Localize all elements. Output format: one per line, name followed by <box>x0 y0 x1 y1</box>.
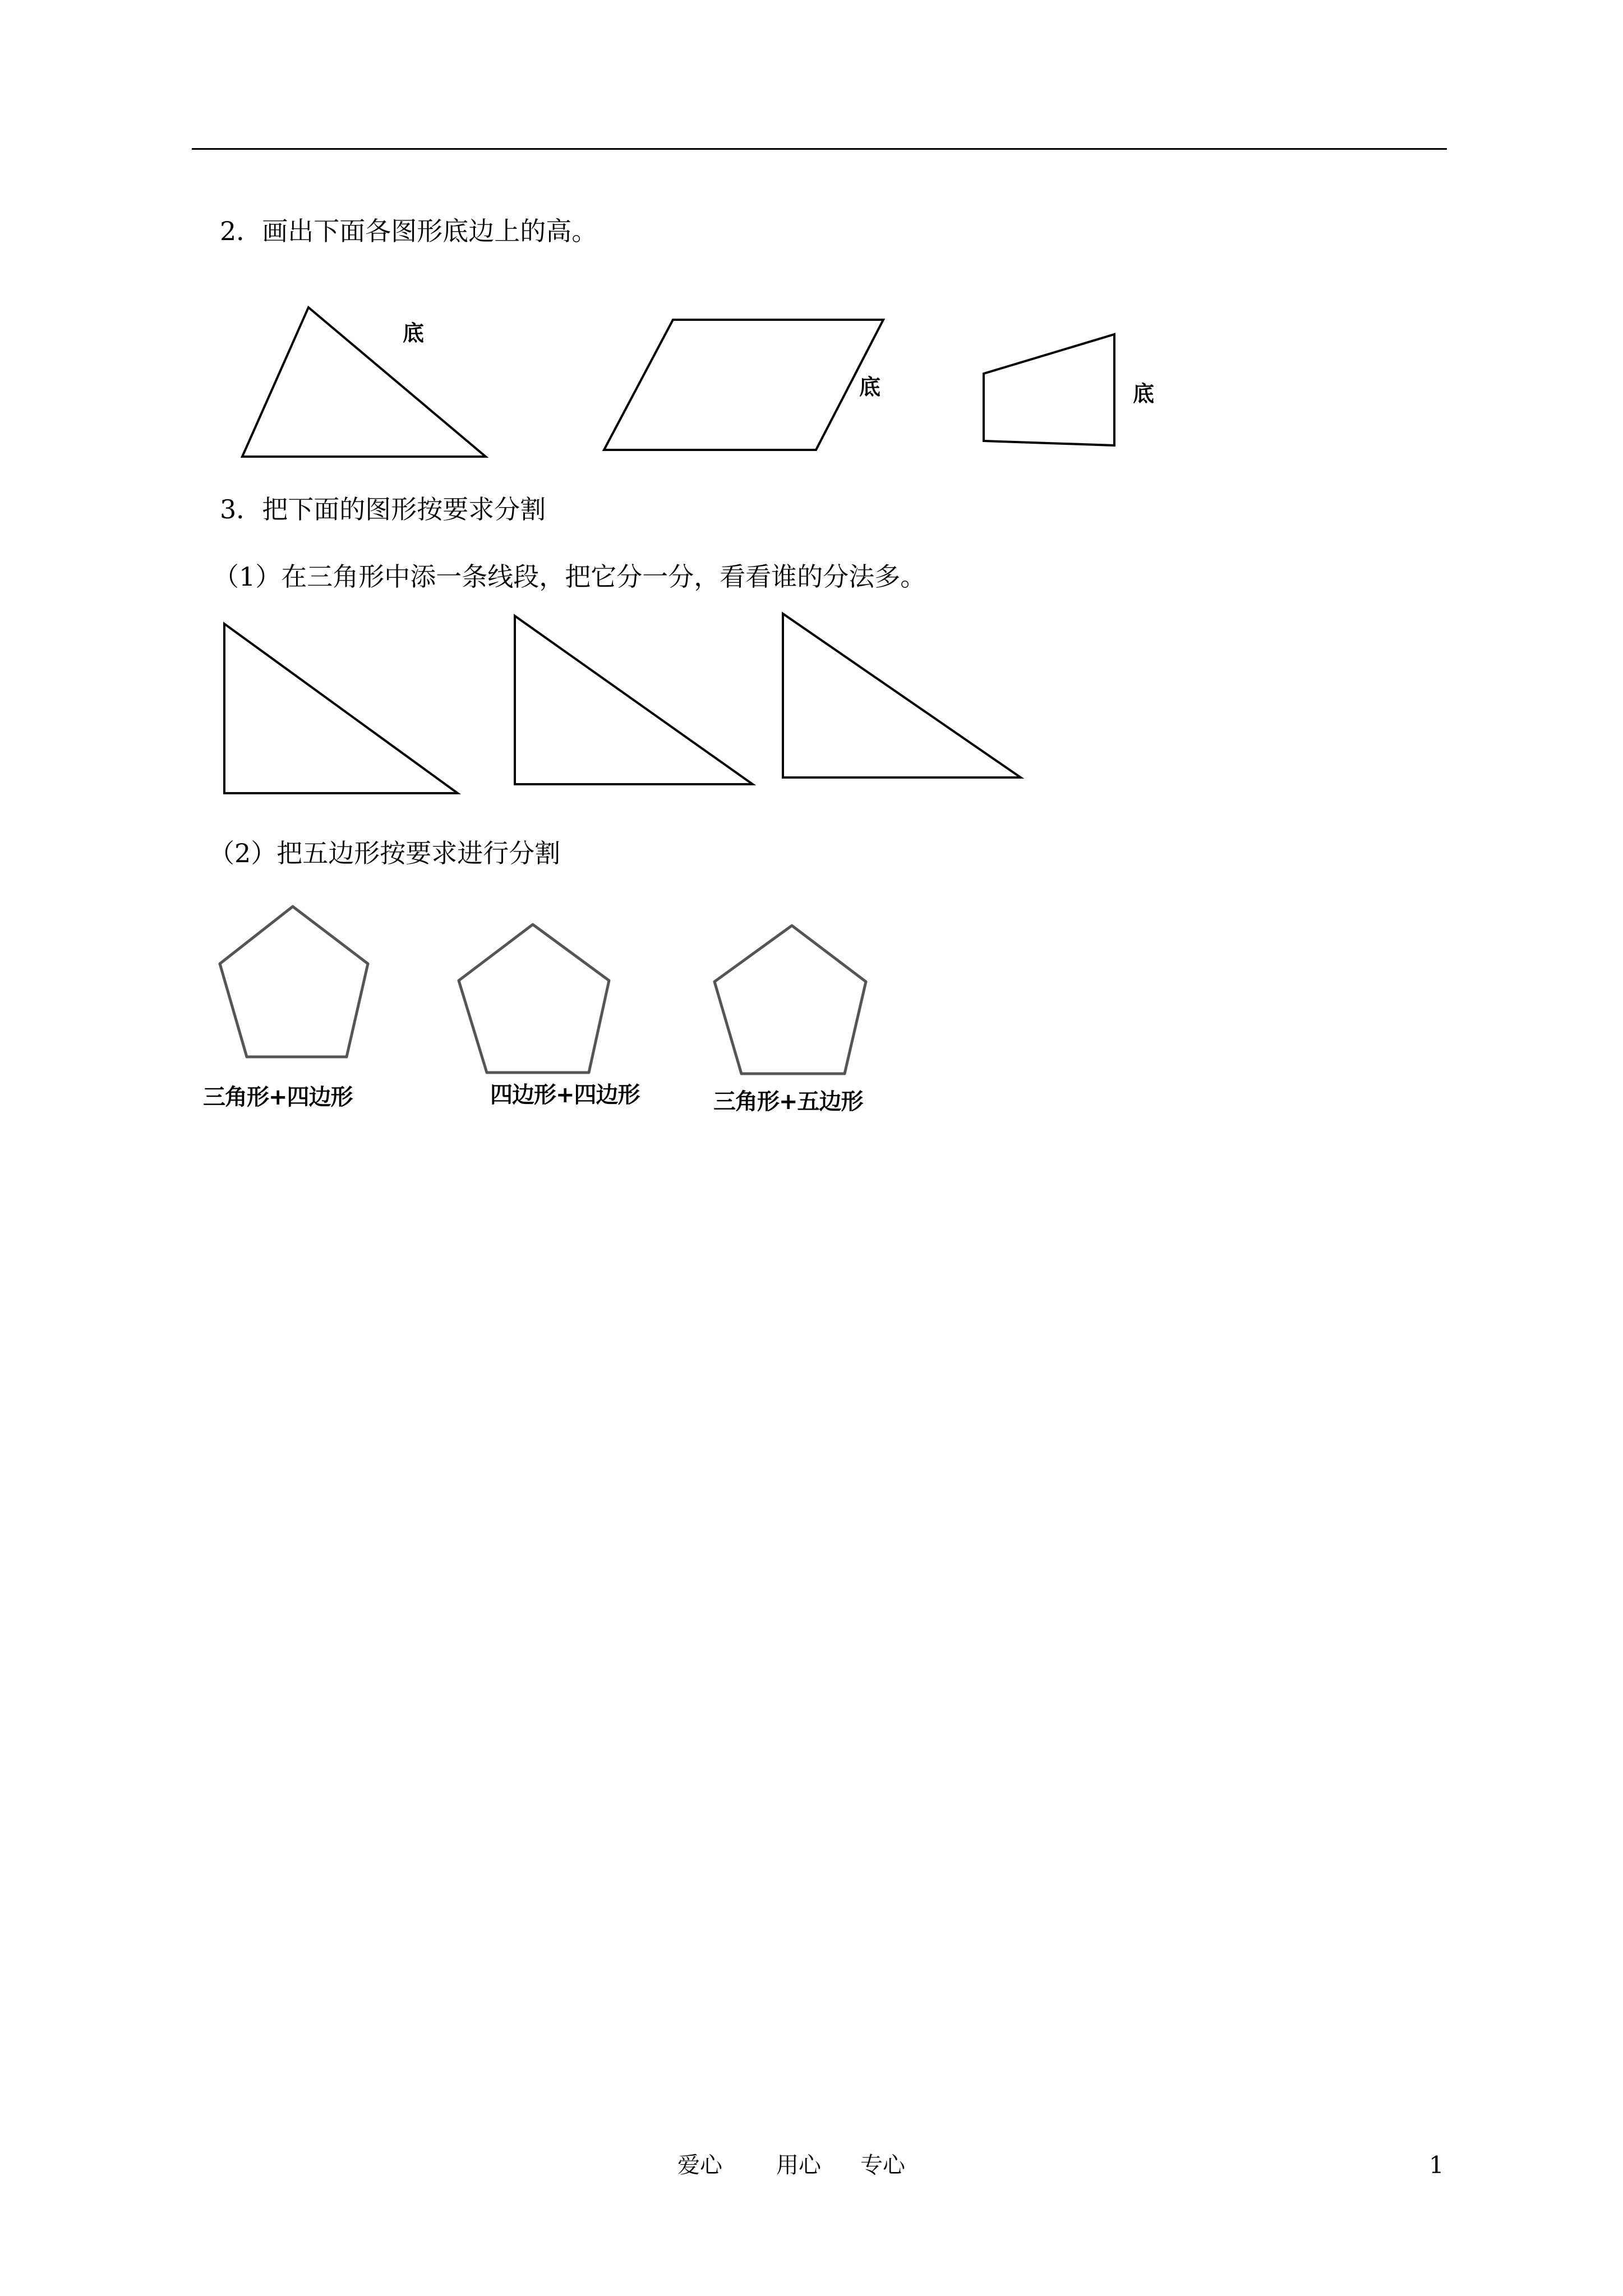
header-rule <box>192 148 1447 150</box>
question-3-part-2-text: （2）把五边形按要求进行分割 <box>209 838 561 868</box>
footer-word-3: 专心 <box>860 2152 905 2178</box>
footer-word-2: 用心 <box>776 2152 821 2178</box>
triangle-figure <box>236 303 494 466</box>
question-3-part-1-text: （1）在三角形中添一条线段，把它分一分，看看谁的分法多。 <box>213 562 926 592</box>
footer-word-1: 爱心 <box>677 2152 722 2178</box>
split-label-quadrilateral-quadrilateral: 四边形+四边形 <box>490 1082 640 1108</box>
page-number: 1 <box>1429 2151 1444 2179</box>
trapezoid-figure <box>976 330 1122 453</box>
pentagon-1 <box>213 902 376 1059</box>
question-2-text: 2．画出下面各图形底边上的高。 <box>220 216 598 246</box>
pentagon-3 <box>708 921 870 1078</box>
split-label-triangle-quadrilateral: 三角形+四边形 <box>203 1084 353 1110</box>
trapezoid-base-label: 底 <box>1133 381 1155 406</box>
split-label-triangle-pentagon: 三角形+五边形 <box>713 1089 863 1115</box>
question-3-text: 3．把下面的图形按要求分割 <box>220 494 546 524</box>
parallelogram-base-label: 底 <box>859 375 881 399</box>
pentagon-2 <box>453 920 616 1077</box>
right-triangle-3 <box>778 609 1025 783</box>
parallelogram-figure <box>597 314 895 454</box>
right-triangle-2 <box>510 611 757 791</box>
triangle-base-label: 底 <box>403 321 425 346</box>
right-triangle-1 <box>220 619 461 799</box>
